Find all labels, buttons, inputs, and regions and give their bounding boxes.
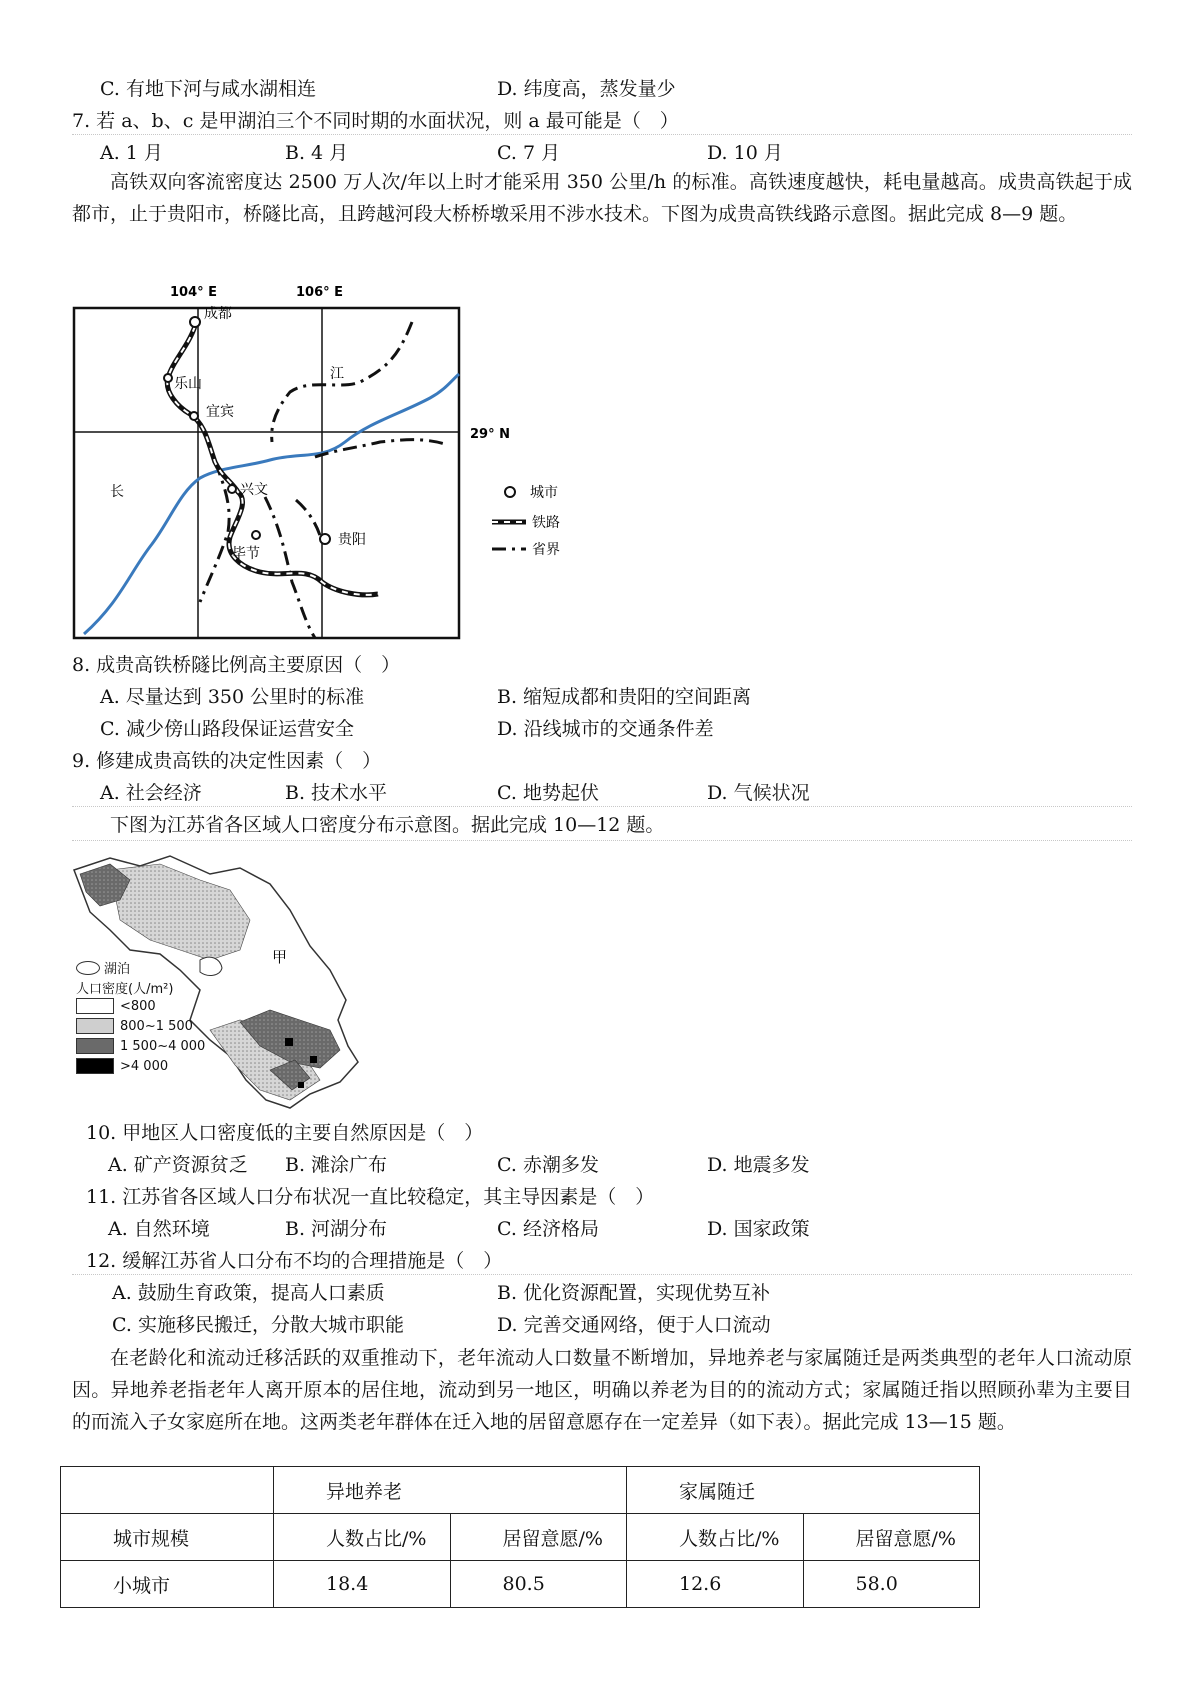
q6-option-c: C. 有地下河与咸水湖相连 xyxy=(100,78,316,100)
city-bijie-label: 毕节 xyxy=(232,546,260,562)
intro-q8-9: 高铁双向客流密度达 2500 万人次/年以上时才能采用 350 公里/h 的标准。高铁速度越快，耗电量越高。成贵高铁起于成都市，止于贵阳市，桥隧比高，且跨越河段大桥桥墩采用不涉水技术。下图为成贵高铁线路示意图。据此完成 8—9 题。 xyxy=(72,171,1132,225)
q10-option-a: A. 矿产资源贫乏 xyxy=(108,1154,248,1176)
city-leshan-label: 乐山 xyxy=(174,376,202,392)
zone-over-4000-a xyxy=(285,1038,293,1046)
legend-lake xyxy=(76,958,130,977)
table-col-header-1: 人数占比/% xyxy=(274,1514,451,1561)
table-group-header-2: 家属随迁 xyxy=(627,1467,980,1514)
q10-stem: 10. 甲地区人口密度低的主要自然原因是（ ） xyxy=(86,1122,484,1144)
lake-icon xyxy=(76,961,100,975)
zone-over-4000-c xyxy=(298,1082,304,1088)
legend-label-1500-4000: 1 500~4 000 xyxy=(120,1038,206,1054)
intro-q10-12: 下图为江苏省各区域人口密度分布示意图。据此完成 10—12 题。 xyxy=(110,814,665,836)
railway-map xyxy=(60,282,580,642)
city-bijie-marker xyxy=(252,531,260,539)
city-chengdu-label: 成都 xyxy=(204,306,232,322)
table-cell-name: 小城市 xyxy=(61,1561,274,1608)
q9-option-b: B. 技术水平 xyxy=(285,782,388,804)
legend-title: 人口密度(人/m²) xyxy=(76,982,174,997)
q10-option-c: C. 赤潮多发 xyxy=(497,1154,599,1176)
table-col-header-3: 人数占比/% xyxy=(627,1514,804,1561)
swatch-lt800 xyxy=(76,998,114,1014)
lat-label-29: 29° N xyxy=(470,427,510,442)
q11-option-b: B. 河湖分布 xyxy=(285,1218,388,1240)
lon-label-106: 106° E xyxy=(296,285,344,300)
river-label-chang: 长 xyxy=(110,484,124,500)
q8-option-c: C. 减少傍山路段保证运营安全 xyxy=(100,718,354,740)
q8-option-b: B. 缩短成都和贵阳的空间距离 xyxy=(497,686,752,708)
legend-row-lt800 xyxy=(76,998,156,1014)
q7-option-a: A. 1 月 xyxy=(100,142,163,164)
yangtze-river xyxy=(84,374,459,634)
q7-stem: 7. 若 a、b、c 是甲湖泊三个不同时期的水面状况，则 a 最可能是（ ） xyxy=(72,110,679,132)
q11-stem: 11. 江苏省各区域人口分布状况一直比较稳定，其主导因素是（ ） xyxy=(86,1186,655,1208)
q9-option-c: C. 地势起伏 xyxy=(497,782,599,804)
legend-city-label: 城市 xyxy=(530,485,558,501)
city-guiyang-marker xyxy=(320,534,330,544)
table-header-row-1 xyxy=(61,1467,980,1514)
city-xingwen-marker xyxy=(228,485,236,493)
river-label-jiang: 江 xyxy=(330,366,344,382)
legend-boundary-label: 省界 xyxy=(532,542,560,558)
legend-city-icon xyxy=(505,487,515,497)
q12-stem: 12. 缓解江苏省人口分布不均的合理措施是（ ） xyxy=(86,1250,503,1272)
swatch-1500-4000 xyxy=(76,1038,114,1054)
migration-table xyxy=(60,1466,980,1608)
city-yibin-marker xyxy=(190,412,198,420)
city-xingwen-label: 兴文 xyxy=(240,482,268,498)
city-leshan-marker xyxy=(164,374,172,382)
intro-q13-15: 在老龄化和流动迁移活跃的双重推动下，老年流动人口数量不断增加，异地养老与家属随迁是两类典型的老年人口流动原因。异地养老指老年人离开原本的居住地，流动到另一地区，明确以养老为目的的流动方式；家属随迁指以照顾孙辈为主要目的而流入子女家庭所在地。这两类老年群体在迁入地的居留意愿存在一定差异（如下表）。据此完成 13—15 题。 xyxy=(72,1347,1132,1433)
legend-railway-label: 铁路 xyxy=(532,515,560,531)
q9-option-d: D. 气候状况 xyxy=(707,782,810,804)
q7-option-d: D. 10 月 xyxy=(707,142,783,164)
table-group-header-1: 异地养老 xyxy=(274,1467,627,1514)
q7-option-b: B. 4 月 xyxy=(285,142,349,164)
q12-option-c: C. 实施移民搬迁，分散大城市职能 xyxy=(112,1314,404,1336)
divider xyxy=(72,806,1132,807)
divider xyxy=(72,1274,1132,1275)
region-jia-label: 甲 xyxy=(272,948,288,966)
city-yibin-label: 宜宾 xyxy=(206,404,234,420)
table-col-header-4: 居留意愿/% xyxy=(803,1514,980,1561)
city-chengdu-marker xyxy=(190,317,200,327)
q11-option-c: C. 经济格局 xyxy=(497,1218,599,1240)
q11-option-d: D. 国家政策 xyxy=(707,1218,810,1240)
q8-option-a: A. 尽量达到 350 公里时的标准 xyxy=(100,686,365,708)
city-guiyang-label: 贵阳 xyxy=(338,532,366,548)
q9-option-a: A. 社会经济 xyxy=(100,782,202,804)
table-corner-cell xyxy=(61,1467,274,1514)
table-header-row-2 xyxy=(61,1514,980,1561)
legend-label-lt800: <800 xyxy=(120,998,156,1014)
divider xyxy=(72,134,1132,135)
q12-option-b: B. 优化资源配置，实现优势互补 xyxy=(497,1282,771,1304)
table-row xyxy=(61,1561,980,1608)
table-cell: 18.4 xyxy=(274,1561,451,1608)
swatch-gt4000 xyxy=(76,1058,114,1074)
table-col-header-2: 居留意愿/% xyxy=(450,1514,627,1561)
q10-option-d: D. 地震多发 xyxy=(707,1154,810,1176)
map-frame xyxy=(74,308,459,638)
table-cell: 80.5 xyxy=(450,1561,627,1608)
q8-option-d: D. 沿线城市的交通条件差 xyxy=(497,718,714,740)
legend-row-gt4000 xyxy=(76,1058,168,1074)
divider xyxy=(72,840,1132,841)
q6-option-d: D. 纬度高，蒸发量少 xyxy=(497,78,676,100)
q12-option-d: D. 完善交通网络，便于人口流动 xyxy=(497,1314,771,1336)
table-col-header-0: 城市规模 xyxy=(61,1514,274,1561)
table-cell: 58.0 xyxy=(803,1561,980,1608)
legend-label-gt4000: >4 000 xyxy=(120,1058,169,1074)
legend-label-800-1500: 800~1 500 xyxy=(120,1018,193,1034)
q12-option-a: A. 鼓励生育政策，提高人口素质 xyxy=(112,1282,385,1304)
q9-stem: 9. 修建成贵高铁的决定性因素（ ） xyxy=(72,750,382,772)
legend-row-1500-4000 xyxy=(76,1038,205,1054)
q11-option-a: A. 自然环境 xyxy=(108,1218,210,1240)
lon-label-104: 104° E xyxy=(170,285,218,300)
q10-option-b: B. 滩涂广布 xyxy=(285,1154,388,1176)
q8-stem: 8. 成贵高铁桥隧比例高主要原因（ ） xyxy=(72,654,401,676)
legend-row-800-1500 xyxy=(76,1018,193,1034)
q7-option-c: C. 7 月 xyxy=(497,142,561,164)
swatch-800-1500 xyxy=(76,1018,114,1034)
zone-over-4000-b xyxy=(310,1056,317,1063)
legend-lake-label: 湖泊 xyxy=(104,962,131,977)
table-cell: 12.6 xyxy=(627,1561,804,1608)
